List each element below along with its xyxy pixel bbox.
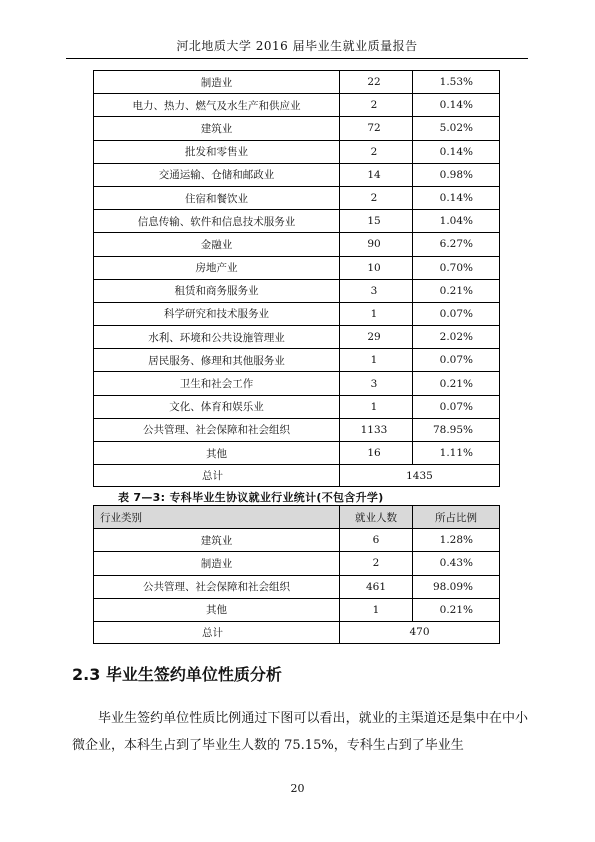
percent-cell: 1.53% <box>413 71 500 94</box>
count-cell: 1133 <box>340 418 413 441</box>
count-cell: 1 <box>340 349 413 372</box>
industry-cell: 科学研究和技术服务业 <box>94 302 340 325</box>
table-row <box>94 256 500 279</box>
table-row <box>94 186 500 209</box>
industry-cell: 其他 <box>94 598 340 621</box>
percent-cell: 0.70% <box>413 256 500 279</box>
table-row <box>94 233 500 256</box>
percent-cell: 0.21% <box>413 372 500 395</box>
table-row <box>94 349 500 372</box>
table-row <box>94 140 500 163</box>
percent-cell: 78.95% <box>413 418 500 441</box>
count-cell: 461 <box>340 575 413 598</box>
industry-cell: 批发和零售业 <box>94 140 340 163</box>
table-row <box>94 302 500 325</box>
table-row <box>94 163 500 186</box>
body-text <box>72 705 528 759</box>
table-header-row <box>94 506 500 529</box>
page-number: 20 <box>290 782 305 795</box>
header-count: 就业人数 <box>340 506 413 529</box>
industry-cell: 制造业 <box>94 71 340 94</box>
percent-cell: 1.11% <box>413 442 500 465</box>
report-title: 河北地质大学 2016 届毕业生就业质量报告 <box>176 39 418 53</box>
industry-cell: 其他 <box>94 442 340 465</box>
percent-cell: 1.04% <box>413 210 500 233</box>
total-label: 总计 <box>94 621 340 643</box>
total-row <box>94 465 500 487</box>
percent-cell: 5.02% <box>413 117 500 140</box>
table-row <box>94 279 500 302</box>
table-row <box>94 418 500 441</box>
total-value: 1435 <box>340 465 500 487</box>
table-caption: 表 7—3: 专科毕业生协议就业行业统计(不包含升学) <box>118 491 384 504</box>
count-cell: 3 <box>340 279 413 302</box>
table-body <box>94 71 500 487</box>
industry-cell: 制造业 <box>94 552 340 575</box>
percent-cell: 0.21% <box>413 279 500 302</box>
header-industry: 行业类别 <box>94 506 340 529</box>
percent-cell: 0.43% <box>413 552 500 575</box>
total-label: 总计 <box>94 465 340 487</box>
percent-cell: 0.14% <box>413 140 500 163</box>
percent-cell: 0.98% <box>413 163 500 186</box>
table-row <box>94 71 500 94</box>
industry-cell: 文化、体育和娱乐业 <box>94 395 340 418</box>
industry-cell: 住宿和餐饮业 <box>94 186 340 209</box>
percent-cell: 0.07% <box>413 395 500 418</box>
count-cell: 2 <box>340 552 413 575</box>
table-row <box>94 529 500 552</box>
percent-cell: 0.21% <box>413 598 500 621</box>
count-cell: 90 <box>340 233 413 256</box>
table-row <box>94 395 500 418</box>
count-cell: 2 <box>340 94 413 117</box>
industry-cell: 交通运输、仓储和邮政业 <box>94 163 340 186</box>
industry-cell: 租赁和商务服务业 <box>94 279 340 302</box>
table-row <box>94 575 500 598</box>
count-cell: 1 <box>340 395 413 418</box>
count-cell: 16 <box>340 442 413 465</box>
table-row <box>94 94 500 117</box>
industry-cell: 房地产业 <box>94 256 340 279</box>
count-cell: 22 <box>340 71 413 94</box>
industry-cell: 金融业 <box>94 233 340 256</box>
section-heading: 2.3 毕业生签约单位性质分析 <box>72 665 282 684</box>
percent-cell: 98.09% <box>413 575 500 598</box>
page-header <box>66 34 528 59</box>
table-row <box>94 598 500 621</box>
table-row <box>94 326 500 349</box>
percent-cell: 0.07% <box>413 302 500 325</box>
table-row <box>94 372 500 395</box>
count-cell: 1 <box>340 302 413 325</box>
industry-cell: 建筑业 <box>94 117 340 140</box>
percent-cell: 6.27% <box>413 233 500 256</box>
percent-cell: 0.07% <box>413 349 500 372</box>
specialist-industry-table <box>93 505 500 644</box>
industry-cell: 信息传输、软件和信息技术服务业 <box>94 210 340 233</box>
industry-cell: 建筑业 <box>94 529 340 552</box>
table-row <box>94 442 500 465</box>
table-row <box>94 210 500 233</box>
industry-cell: 电力、热力、燃气及水生产和供应业 <box>94 94 340 117</box>
count-cell: 3 <box>340 372 413 395</box>
industry-cell: 公共管理、社会保障和社会组织 <box>94 575 340 598</box>
paragraph: 毕业生签约单位性质比例通过下图可以看出，就业的主渠道还是集中在中小微企业，本科生占到了毕业生人数的 75.15%，专科生占到了毕业生 <box>72 711 528 753</box>
count-cell: 6 <box>340 529 413 552</box>
count-cell: 29 <box>340 326 413 349</box>
industry-cell: 居民服务、修理和其他服务业 <box>94 349 340 372</box>
table-body <box>94 506 500 644</box>
count-cell: 72 <box>340 117 413 140</box>
header-percent: 所占比例 <box>413 506 500 529</box>
count-cell: 2 <box>340 186 413 209</box>
industry-cell: 卫生和社会工作 <box>94 372 340 395</box>
undergraduate-industry-table <box>93 70 500 487</box>
count-cell: 14 <box>340 163 413 186</box>
industry-cell: 公共管理、社会保障和社会组织 <box>94 418 340 441</box>
percent-cell: 0.14% <box>413 94 500 117</box>
count-cell: 2 <box>340 140 413 163</box>
percent-cell: 1.28% <box>413 529 500 552</box>
percent-cell: 2.02% <box>413 326 500 349</box>
count-cell: 15 <box>340 210 413 233</box>
percent-cell: 0.14% <box>413 186 500 209</box>
table-row <box>94 117 500 140</box>
industry-cell: 水利、环境和公共设施管理业 <box>94 326 340 349</box>
table-row <box>94 552 500 575</box>
count-cell: 1 <box>340 598 413 621</box>
count-cell: 10 <box>340 256 413 279</box>
total-row <box>94 621 500 643</box>
total-value: 470 <box>340 621 500 643</box>
